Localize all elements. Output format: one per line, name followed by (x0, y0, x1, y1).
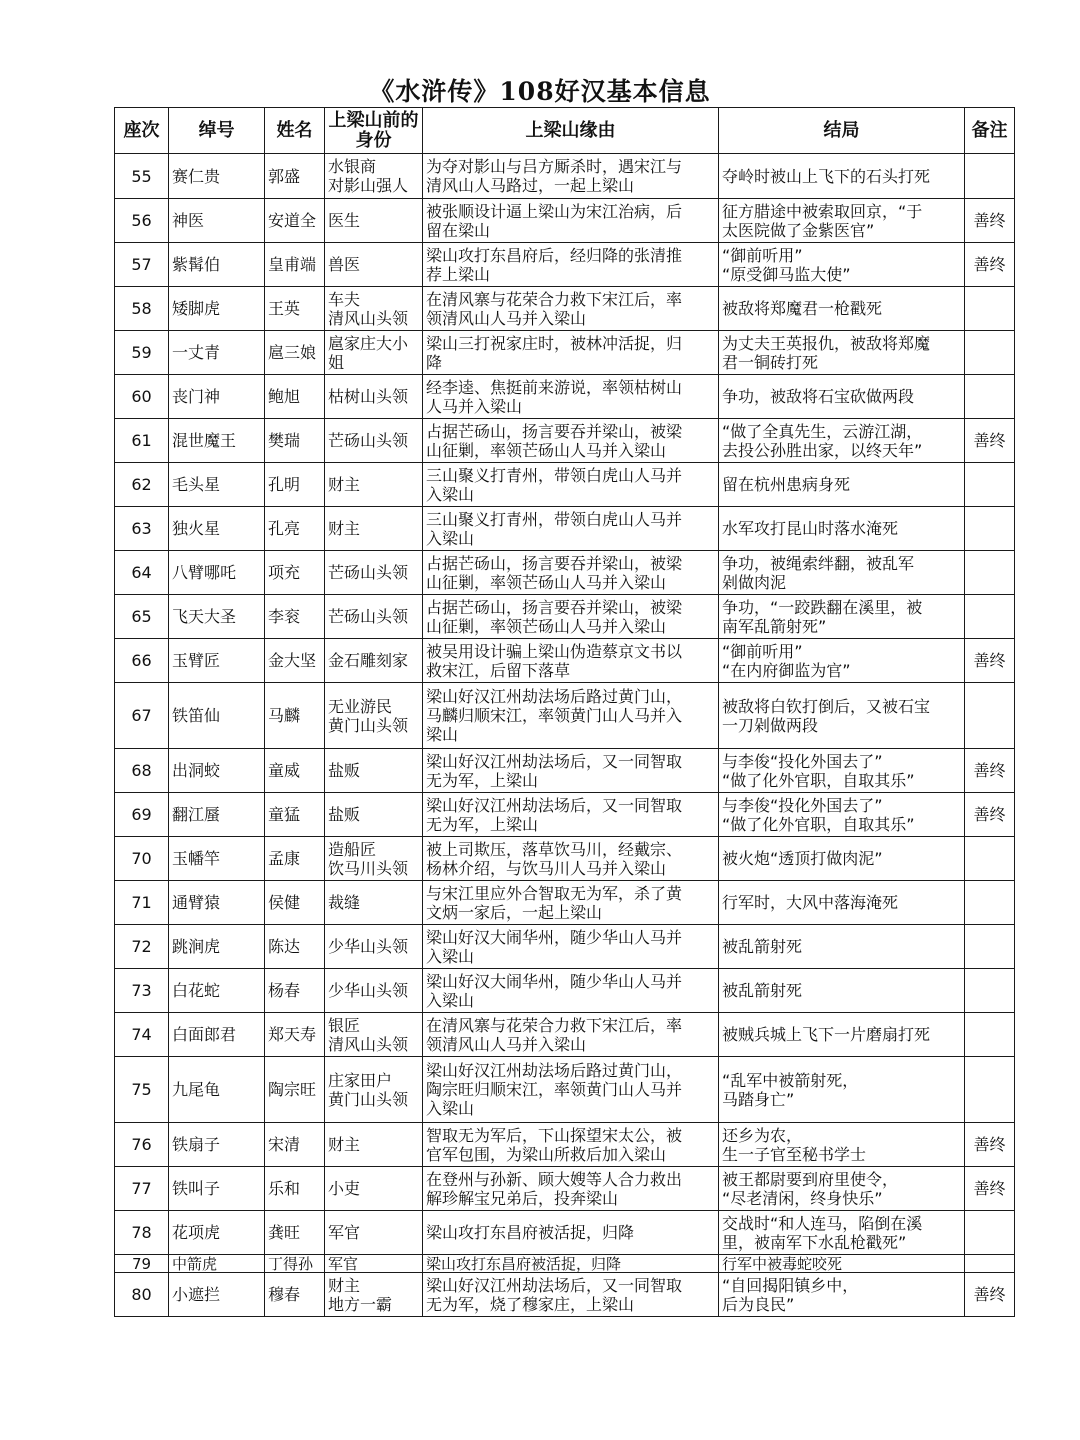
table-row (115, 331, 1015, 375)
reason-cell: 为夺对影山与吕方厮杀时，遇宋江与 清风山人马路过，一起上梁山 (423, 154, 719, 199)
note-cell: 善终 (965, 1273, 1015, 1317)
name-cell: 王英 (265, 287, 325, 331)
rank-cell: 66 (115, 639, 169, 683)
nickname-cell: 出洞蛟 (169, 749, 265, 793)
nickname-cell: 玉幡竿 (169, 837, 265, 881)
identity-cell: 裁缝 (325, 881, 423, 925)
reason-cell: 占据芒砀山，扬言要吞并梁山，被梁 山征剿，率领芒砀山人马并入梁山 (423, 595, 719, 639)
fate-cell: 行军时，大风中落海淹死 (719, 881, 965, 925)
identity-cell: 军官 (325, 1255, 423, 1273)
nickname-cell: 丧门神 (169, 375, 265, 419)
fate-cell: 水军攻打昆山时落水淹死 (719, 507, 965, 551)
name-cell: 陈达 (265, 925, 325, 969)
rank-cell: 76 (115, 1123, 169, 1167)
identity-cell: 财主 (325, 1123, 423, 1167)
reason-cell: 在清风寨与花荣合力救下宋江后，率 领清风山人马并入梁山 (423, 287, 719, 331)
table-row (115, 881, 1015, 925)
fate-cell: 与李俊“投化外国去了” “做了化外官职，自取其乐” (719, 749, 965, 793)
reason-cell: 梁山好汉江州劫法场后路过黄门山， 陶宗旺归顺宋江，率领黄门山人马并 入梁山 (423, 1057, 719, 1123)
nickname-cell: 白花蛇 (169, 969, 265, 1013)
note-cell (965, 331, 1015, 375)
rank-cell: 63 (115, 507, 169, 551)
identity-cell: 财主 (325, 463, 423, 507)
name-cell: 陶宗旺 (265, 1057, 325, 1123)
fate-cell: 夺岭时被山上飞下的石头打死 (719, 154, 965, 199)
identity-cell: 芒砀山头领 (325, 595, 423, 639)
rank-cell: 75 (115, 1057, 169, 1123)
identity-cell: 小吏 (325, 1167, 423, 1211)
fate-cell: 与李俊“投化外国去了” “做了化外官职，自取其乐” (719, 793, 965, 837)
nickname-cell: 跳涧虎 (169, 925, 265, 969)
identity-cell: 枯树山头领 (325, 375, 423, 419)
header-identity: 上梁山前的 身份 (325, 108, 423, 154)
note-cell (965, 1013, 1015, 1057)
fate-cell: 为丈夫王英报仇，被敌将郑魔 君一铜砖打死 (719, 331, 965, 375)
nickname-cell: 紫髯伯 (169, 243, 265, 287)
note-cell: 善终 (965, 639, 1015, 683)
table-row (115, 1167, 1015, 1211)
table-row (115, 683, 1015, 749)
nickname-cell: 独火星 (169, 507, 265, 551)
header-note: 备注 (965, 108, 1015, 154)
table-row (115, 154, 1015, 199)
fate-cell: 被王都尉要到府里使令， “尽老清闲，终身快乐” (719, 1167, 965, 1211)
rank-cell: 79 (115, 1255, 169, 1273)
fate-cell: 争功，被敌将石宝砍做两段 (719, 375, 965, 419)
note-cell (965, 463, 1015, 507)
table-row (115, 837, 1015, 881)
note-cell (965, 881, 1015, 925)
nickname-cell: 花项虎 (169, 1211, 265, 1255)
nickname-cell: 白面郎君 (169, 1013, 265, 1057)
table-row (115, 749, 1015, 793)
note-cell (965, 1057, 1015, 1123)
name-cell: 郑天寿 (265, 1013, 325, 1057)
fate-cell: “乱军中被箭射死， 马踏身亡” (719, 1057, 965, 1123)
fate-cell: 被火炮“透顶打做肉泥” (719, 837, 965, 881)
identity-cell: 庄家田户 黄门山头领 (325, 1057, 423, 1123)
identity-cell: 少华山头领 (325, 969, 423, 1013)
rank-cell: 70 (115, 837, 169, 881)
reason-cell: 梁山攻打东昌府被活捉，归降 (423, 1255, 719, 1273)
identity-cell: 扈家庄大小 姐 (325, 331, 423, 375)
table-row (115, 969, 1015, 1013)
table-row (115, 1013, 1015, 1057)
name-cell: 穆春 (265, 1273, 325, 1317)
name-cell: 孟康 (265, 837, 325, 881)
table-row (115, 463, 1015, 507)
reason-cell: 梁山攻打东昌府被活捉，归降 (423, 1211, 719, 1255)
rank-cell: 61 (115, 419, 169, 463)
fate-cell: 留在杭州患病身死 (719, 463, 965, 507)
note-cell: 善终 (965, 1123, 1015, 1167)
name-cell: 李衮 (265, 595, 325, 639)
fate-cell: 被乱箭射死 (719, 925, 965, 969)
rank-cell: 64 (115, 551, 169, 595)
table-row (115, 925, 1015, 969)
reason-cell: 梁山好汉江州劫法场后，又一同智取 无为军，上梁山 (423, 793, 719, 837)
reason-cell: 三山聚义打青州，带领白虎山人马并 入梁山 (423, 507, 719, 551)
nickname-cell: 混世魔王 (169, 419, 265, 463)
reason-cell: 在登州与孙新、顾大嫂等人合力救出 解珍解宝兄弟后，投奔梁山 (423, 1167, 719, 1211)
reason-cell: 占据芒砀山，扬言要吞并梁山，被梁 山征剿，率领芒砀山人马并入梁山 (423, 419, 719, 463)
header-name: 姓名 (265, 108, 325, 154)
reason-cell: 经李逵、焦挺前来游说，率领枯树山 人马并入梁山 (423, 375, 719, 419)
name-cell: 马麟 (265, 683, 325, 749)
note-cell (965, 969, 1015, 1013)
name-cell: 安道全 (265, 199, 325, 243)
identity-cell: 芒砀山头领 (325, 419, 423, 463)
name-cell: 金大坚 (265, 639, 325, 683)
fate-cell: 被敌将白钦打倒后，又被石宝 一刀剁做两段 (719, 683, 965, 749)
reason-cell: 三山聚义打青州，带领白虎山人马并 入梁山 (423, 463, 719, 507)
identity-cell: 造船匠 饮马川头领 (325, 837, 423, 881)
identity-cell: 医生 (325, 199, 423, 243)
reason-cell: 被吴用设计骗上梁山伪造蔡京文书以 救宋江，后留下落草 (423, 639, 719, 683)
name-cell: 宋清 (265, 1123, 325, 1167)
note-cell (965, 837, 1015, 881)
name-cell: 鲍旭 (265, 375, 325, 419)
note-cell (965, 1211, 1015, 1255)
rank-cell: 62 (115, 463, 169, 507)
reason-cell: 被上司欺压，落草饮马川，经戴宗、 杨林介绍，与饮马川人马并入梁山 (423, 837, 719, 881)
identity-cell: 军官 (325, 1211, 423, 1255)
nickname-cell: 玉臂匠 (169, 639, 265, 683)
name-cell: 项充 (265, 551, 325, 595)
table-row (115, 1123, 1015, 1167)
reason-cell: 占据芒砀山，扬言要吞并梁山，被梁 山征剿，率领芒砀山人马并入梁山 (423, 551, 719, 595)
identity-cell: 银匠 清风山头领 (325, 1013, 423, 1057)
fate-cell: 被贼兵城上飞下一片磨扇打死 (719, 1013, 965, 1057)
header-row (115, 108, 1015, 154)
rank-cell: 69 (115, 793, 169, 837)
rank-cell: 56 (115, 199, 169, 243)
header-nickname: 绰号 (169, 108, 265, 154)
identity-cell: 水银商 对影山强人 (325, 154, 423, 199)
rank-cell: 58 (115, 287, 169, 331)
nickname-cell: 八臂哪吒 (169, 551, 265, 595)
name-cell: 侯健 (265, 881, 325, 925)
nickname-cell: 铁笛仙 (169, 683, 265, 749)
table-row (115, 595, 1015, 639)
nickname-cell: 毛头星 (169, 463, 265, 507)
reason-cell: 梁山三打祝家庄时，被林冲活捉，归 降 (423, 331, 719, 375)
table-row (115, 287, 1015, 331)
note-cell: 善终 (965, 749, 1015, 793)
fate-cell: 争功，被绳索绊翻，被乱军 剁做肉泥 (719, 551, 965, 595)
note-cell (965, 551, 1015, 595)
fate-cell: “做了全真先生，云游江湖， 去投公孙胜出家，以终天年” (719, 419, 965, 463)
fate-cell: 还乡为农， 生一子官至秘书学士 (719, 1123, 965, 1167)
fate-cell: 征方腊途中被索取回京，“于 太医院做了金紫医官” (719, 199, 965, 243)
nickname-cell: 小遮拦 (169, 1273, 265, 1317)
name-cell: 杨春 (265, 969, 325, 1013)
table-row (115, 793, 1015, 837)
table-row (115, 243, 1015, 287)
nickname-cell: 一丈青 (169, 331, 265, 375)
header-reason: 上梁山缘由 (423, 108, 719, 154)
rank-cell: 57 (115, 243, 169, 287)
note-cell: 善终 (965, 243, 1015, 287)
identity-cell: 财主 (325, 507, 423, 551)
table-row (115, 1057, 1015, 1123)
reason-cell: 梁山好汉江州劫法场后，又一同智取 无为军，烧了穆家庄，上梁山 (423, 1273, 719, 1317)
name-cell: 孔亮 (265, 507, 325, 551)
note-cell: 善终 (965, 1167, 1015, 1211)
note-cell (965, 287, 1015, 331)
reason-cell: 被张顺设计逼上梁山为宋江治病，后 留在梁山 (423, 199, 719, 243)
table-row (115, 1273, 1015, 1317)
rank-cell: 74 (115, 1013, 169, 1057)
fate-cell: “自回揭阳镇乡中， 后为良民” (719, 1273, 965, 1317)
fate-cell: 被乱箭射死 (719, 969, 965, 1013)
table-row (115, 1211, 1015, 1255)
reason-cell: 梁山好汉大闹华州，随少华山人马并 入梁山 (423, 925, 719, 969)
name-cell: 孔明 (265, 463, 325, 507)
fate-cell: 行军中被毒蛇咬死 (719, 1255, 965, 1273)
reason-cell: 在清风寨与花荣合力救下宋江后，率 领清风山人马并入梁山 (423, 1013, 719, 1057)
fate-cell: “御前听用” “原受御马监大使” (719, 243, 965, 287)
note-cell: 善终 (965, 419, 1015, 463)
nickname-cell: 翻江蜃 (169, 793, 265, 837)
nickname-cell: 矮脚虎 (169, 287, 265, 331)
rank-cell: 77 (115, 1167, 169, 1211)
name-cell: 童威 (265, 749, 325, 793)
rank-cell: 72 (115, 925, 169, 969)
reason-cell: 智取无为军后，下山探望宋太公，被 官军包围，为梁山所救后加入梁山 (423, 1123, 719, 1167)
name-cell: 扈三娘 (265, 331, 325, 375)
fate-cell: 争功，“一跤跌翻在溪里，被 南军乱箭射死” (719, 595, 965, 639)
nickname-cell: 神医 (169, 199, 265, 243)
nickname-cell: 中箭虎 (169, 1255, 265, 1273)
identity-cell: 盐贩 (325, 793, 423, 837)
name-cell: 龚旺 (265, 1211, 325, 1255)
rank-cell: 59 (115, 331, 169, 375)
table-row (115, 1255, 1015, 1273)
rank-cell: 55 (115, 154, 169, 199)
table-row (115, 199, 1015, 243)
identity-cell: 财主 地方一霸 (325, 1273, 423, 1317)
reason-cell: 与宋江里应外合智取无为军，杀了黄 文炳一家后，一起上梁山 (423, 881, 719, 925)
note-cell (965, 154, 1015, 199)
name-cell: 童猛 (265, 793, 325, 837)
rank-cell: 60 (115, 375, 169, 419)
reason-cell: 梁山好汉江州劫法场后，又一同智取 无为军，上梁山 (423, 749, 719, 793)
identity-cell: 车夫 清风山头领 (325, 287, 423, 331)
table-row (115, 639, 1015, 683)
note-cell (965, 507, 1015, 551)
name-cell: 丁得孙 (265, 1255, 325, 1273)
name-cell: 樊瑞 (265, 419, 325, 463)
nickname-cell: 赛仁贵 (169, 154, 265, 199)
table-row (115, 551, 1015, 595)
fate-cell: “御前听用” “在内府御监为官” (719, 639, 965, 683)
identity-cell: 无业游民 黄门山头领 (325, 683, 423, 749)
hero-table (114, 107, 1015, 1317)
rank-cell: 78 (115, 1211, 169, 1255)
identity-cell: 少华山头领 (325, 925, 423, 969)
nickname-cell: 飞天大圣 (169, 595, 265, 639)
identity-cell: 芒砀山头领 (325, 551, 423, 595)
header-rank: 座次 (115, 108, 169, 154)
fate-cell: 被敌将郑魔君一枪戳死 (719, 287, 965, 331)
note-cell (965, 925, 1015, 969)
rank-cell: 67 (115, 683, 169, 749)
rank-cell: 65 (115, 595, 169, 639)
name-cell: 皇甫端 (265, 243, 325, 287)
note-cell (965, 375, 1015, 419)
rank-cell: 68 (115, 749, 169, 793)
table-row (115, 375, 1015, 419)
nickname-cell: 通臂猿 (169, 881, 265, 925)
note-cell: 善终 (965, 793, 1015, 837)
table-row (115, 507, 1015, 551)
fate-cell: 交战时“和人连马，陷倒在溪 里，被南军下水乱枪戳死” (719, 1211, 965, 1255)
note-cell (965, 1255, 1015, 1273)
reason-cell: 梁山好汉大闹华州，随少华山人马并 入梁山 (423, 969, 719, 1013)
nickname-cell: 九尾龟 (169, 1057, 265, 1123)
identity-cell: 金石雕刻家 (325, 639, 423, 683)
rank-cell: 80 (115, 1273, 169, 1317)
name-cell: 郭盛 (265, 154, 325, 199)
nickname-cell: 铁叫子 (169, 1167, 265, 1211)
note-cell (965, 595, 1015, 639)
page-title: 《水浒传》108好汉基本信息 (369, 77, 711, 106)
note-cell (965, 683, 1015, 749)
table-row (115, 419, 1015, 463)
rank-cell: 73 (115, 969, 169, 1013)
note-cell: 善终 (965, 199, 1015, 243)
nickname-cell: 铁扇子 (169, 1123, 265, 1167)
header-fate: 结局 (719, 108, 965, 154)
identity-cell: 盐贩 (325, 749, 423, 793)
reason-cell: 梁山好汉江州劫法场后路过黄门山， 马麟归顺宋江，率领黄门山人马并入 梁山 (423, 683, 719, 749)
reason-cell: 梁山攻打东昌府后，经归降的张清推 荐上梁山 (423, 243, 719, 287)
name-cell: 乐和 (265, 1167, 325, 1211)
identity-cell: 兽医 (325, 243, 423, 287)
rank-cell: 71 (115, 881, 169, 925)
